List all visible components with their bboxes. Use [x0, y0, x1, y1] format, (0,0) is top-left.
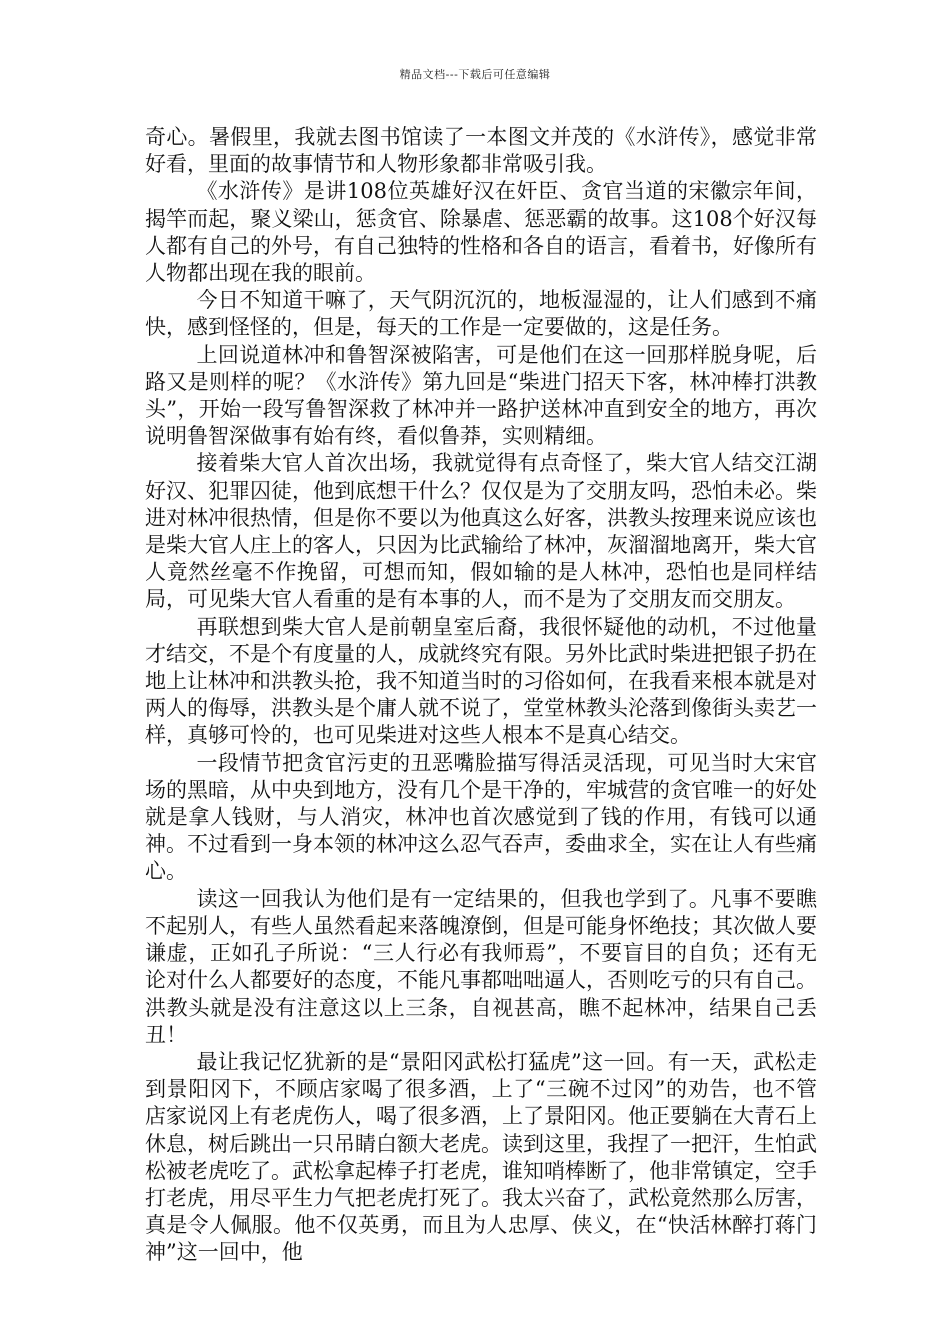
paragraph: 上回说道林冲和鲁智深被陷害，可是他们在这一回那样脱身呢，后路又是则样的呢？《水浒传》第九回是“柴进门招天下客，林冲棒打洪教头”，开始一段写鲁智深救了林冲并一路护送林冲直到安全的地方，再次说明鲁智深做事有始有终，看似鲁莽，实则精细。 — [145, 342, 817, 449]
document-body — [145, 124, 817, 1267]
paragraph: 再联想到柴大官人是前朝皇室后裔，我很怀疑他的动机，不过他量才结交，不是个有度量的人，成就终究有限。另外比武时柴进把银子扔在地上让林冲和洪教头抢，我不知道当时的习俗如何，在我看来根本就是对两人的侮辱，洪教头是个庸人就不说了，堂堂林教头沦落到像街头卖艺一样，真够可怜的，也可见柴进对这些人根本不是真心结交。 — [145, 614, 817, 748]
paragraph: 最让我记忆犹新的是“景阳冈武松打猛虎”这一回。有一天，武松走到景阳冈下，不顾店家喝了很多酒，上了“三碗不过冈”的劝告，也不管店家说冈上有老虎伤人，喝了很多酒，上了景阳冈。他正要躺在大青石上休息，树后跳出一只吊睛白额大老虎。读到这里，我捏了一把汗，生怕武松被老虎吃了。武松拿起棒子打老虎，谁知哨棒断了，他非常镇定，空手打老虎，用尽平生力气把老虎打死了。我太兴奋了，武松竟然那么厉害，真是令人佩服。他不仅英勇，而且为人忠厚、侠义，在“快活林醉打蒋门神”这一回中，他 — [145, 1049, 817, 1265]
paragraph: 奇心。暑假里，我就去图书馆读了一本图文并茂的《水浒传》，感觉非常好看，里面的故事情节和人物形象都非常吸引我。 — [145, 125, 817, 177]
paragraph: 今日不知道干嘛了，天气阴沉沉的，地板湿湿的，让人们感到不痛快，感到怪怪的，但是，每天的工作是一定要做的，这是任务。 — [145, 288, 817, 340]
paragraph: 《水浒传》是讲108位英雄好汉在奸臣、贪官当道的宋徽宗年间，揭竿而起，聚义梁山，惩贪官、除暴虐、惩恶霸的故事。这108个好汉每人都有自己的外号，有自己独特的性格和各自的语言，看着书，好像所有人物都出现在我的眼前。 — [145, 179, 817, 286]
page-header: 精品文档---下载后可任意编辑 — [399, 68, 551, 81]
paragraph: 一段情节把贪官污吏的丑恶嘴脸描写得活灵活现，可见当时大宋官场的黑暗，从中央到地方，没有几个是干净的，牢城营的贪官唯一的好处就是拿人钱财，与人消灾，林冲也首次感觉到了钱的作用，有钱可以通神。不过看到一身本领的林冲这么忍气吞声，委曲求全，实在让人有些痛心。 — [145, 750, 817, 884]
paragraph: 读这一回我认为他们是有一定结果的，但我也学到了。凡事不要瞧不起别人，有些人虽然看起来落魄潦倒，但是可能身怀绝技；其次做人要谦虚，正如孔子所说：“三人行必有我师焉”，不要盲目的自负；还有无论对什么人都要好的态度，不能凡事都咄咄逼人，否则吃亏的只有自己。洪教头就是没有注意这以上三条，自视甚高，瞧不起林冲，结果自己丢丑！ — [145, 886, 817, 1047]
paragraph: 接着柴大官人首次出场，我就觉得有点奇怪了，柴大官人结交江湖好汉、犯罪囚徒，他到底想干什么？仅仅是为了交朋友吗，恐怕未必。柴进对林冲很热情，但是你不要以为他真这么好客，洪教头按理来说应该也是柴大官人庄上的客人，只因为比武输给了林冲，灰溜溜地离开，柴大官人竟然丝毫不作挽留，可想而知，假如输的是人林冲，恐怕也是同样结局，可见柴大官人看重的是有本事的人，而不是为了交朋友而交朋友。 — [145, 451, 817, 612]
